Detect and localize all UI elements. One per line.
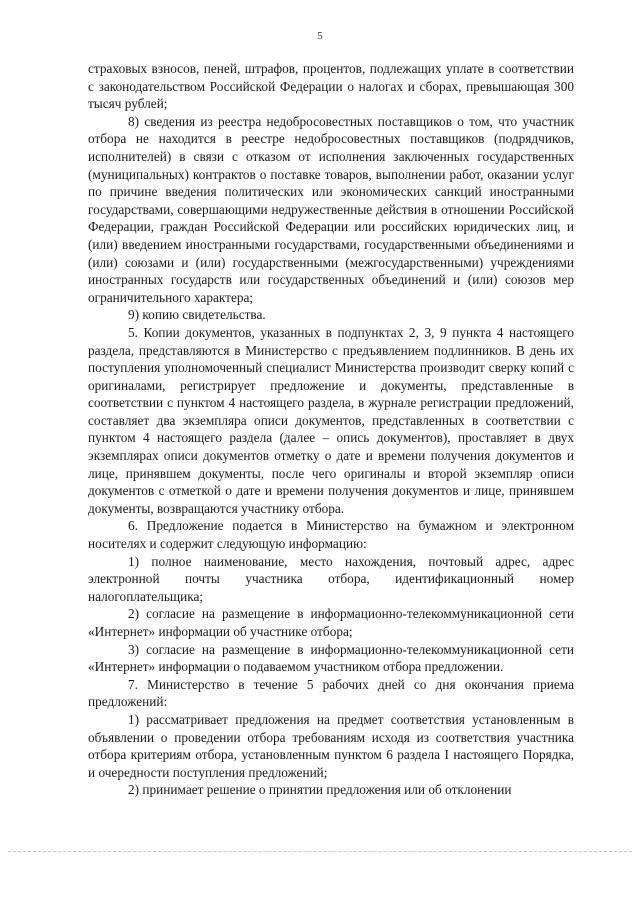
paragraph-point-7-item-2: 2) принимает решение о принятии предложения или об отклонении bbox=[128, 782, 512, 798]
paragraph-continuation: страховых взносов, пеней, штрафов, процентов, подлежащих уплате в соответствии с законодательством Российской Федерации о налогах и сборах, превышающая 300 тысяч рублей; bbox=[88, 61, 574, 112]
paragraph-point-6-item-1: 1) полное наименование, место нахождения, почтовый адрес, адрес электронной почты участника отбора, идентификационный номер налогоплательщика; bbox=[88, 553, 574, 604]
page-number: 5 bbox=[317, 30, 323, 42]
paragraph-point-6: 6. Предложение подается в Министерство на бумажном и электронном носителях и содержит следующую информацию: bbox=[88, 518, 574, 552]
document-body bbox=[88, 60, 574, 799]
paragraph-point-7-item-1: 1) рассматривает предложения на предмет соответствия установленным в объявлении о проведении отбора требованиям исходя из соответствия участника отбора критериям отбора, установленным пунктом 6 раздела I настоящего Порядка, и очередности поступления предложений; bbox=[88, 711, 574, 780]
paragraph-point-7: 7. Министерство в течение 5 рабочих дней со дня окончания приема предложений: bbox=[88, 676, 574, 710]
paragraph-point-6-item-2: 2) согласие на размещение в информационно-телекоммуникационной сети «Интернет» информации об участнике отбора; bbox=[88, 606, 574, 639]
paragraph-item-9: 9) копию свидетельства. bbox=[128, 307, 266, 323]
paragraph-point-5: 5. Копии документов, указанных в подпунктах 2, 3, 9 пункта 4 настоящего раздела, представляются в Министерство с предъявлением подлинников. В день их поступления уполномоченный специалист Министерства производит сверку копий с оригиналами, регистрирует предложение и документы, представленные в соответствии с пунктом 4 настоящего раздела, в журнале регистрации предложений, составляет два экземпляра описи документов, представленных в соответствии с пунктом 4 настоящего раздела (далее – опись документов), проставляет в двух экземплярах описи документов отметку о дате и времени получения документов и лице, принявшем документы, после чего оригиналы и второй экземпляр описи документов с отметкой о дате и времени получения документов и лице, принявшем документы, возвращаются участнику отбора. bbox=[88, 324, 574, 516]
paragraph-point-6-item-3: 3) согласие на размещение в информационно-телекоммуникационной сети «Интернет» информации о подаваемом участником отбора предложении. bbox=[88, 641, 574, 675]
page-bottom-divider bbox=[8, 851, 632, 852]
paragraph-item-8: 8) сведения из реестра недобросовестных поставщиков о том, что участник отбора не находится в реестре недобросовестных поставщиков (подрядчиков, исполнителей) в связи с отказом от исполнения заключенных государственных (муниципальных) контрактов о поставке товаров, выполнении работ, оказании услуг по причине введения политических или экономических санкций иностранными государствами, совершающими недружественные действия в отношении Российской Федерации, граждан Российской Федерации или российских юридических лиц, и (или) введением иностранными государствами, государственными объединениями и (или) союзами и (или) государственными (межгосударственными) учреждениями иностранных государств или государственных объединений и (или) союзов мер ограничительного характера; bbox=[88, 113, 574, 305]
